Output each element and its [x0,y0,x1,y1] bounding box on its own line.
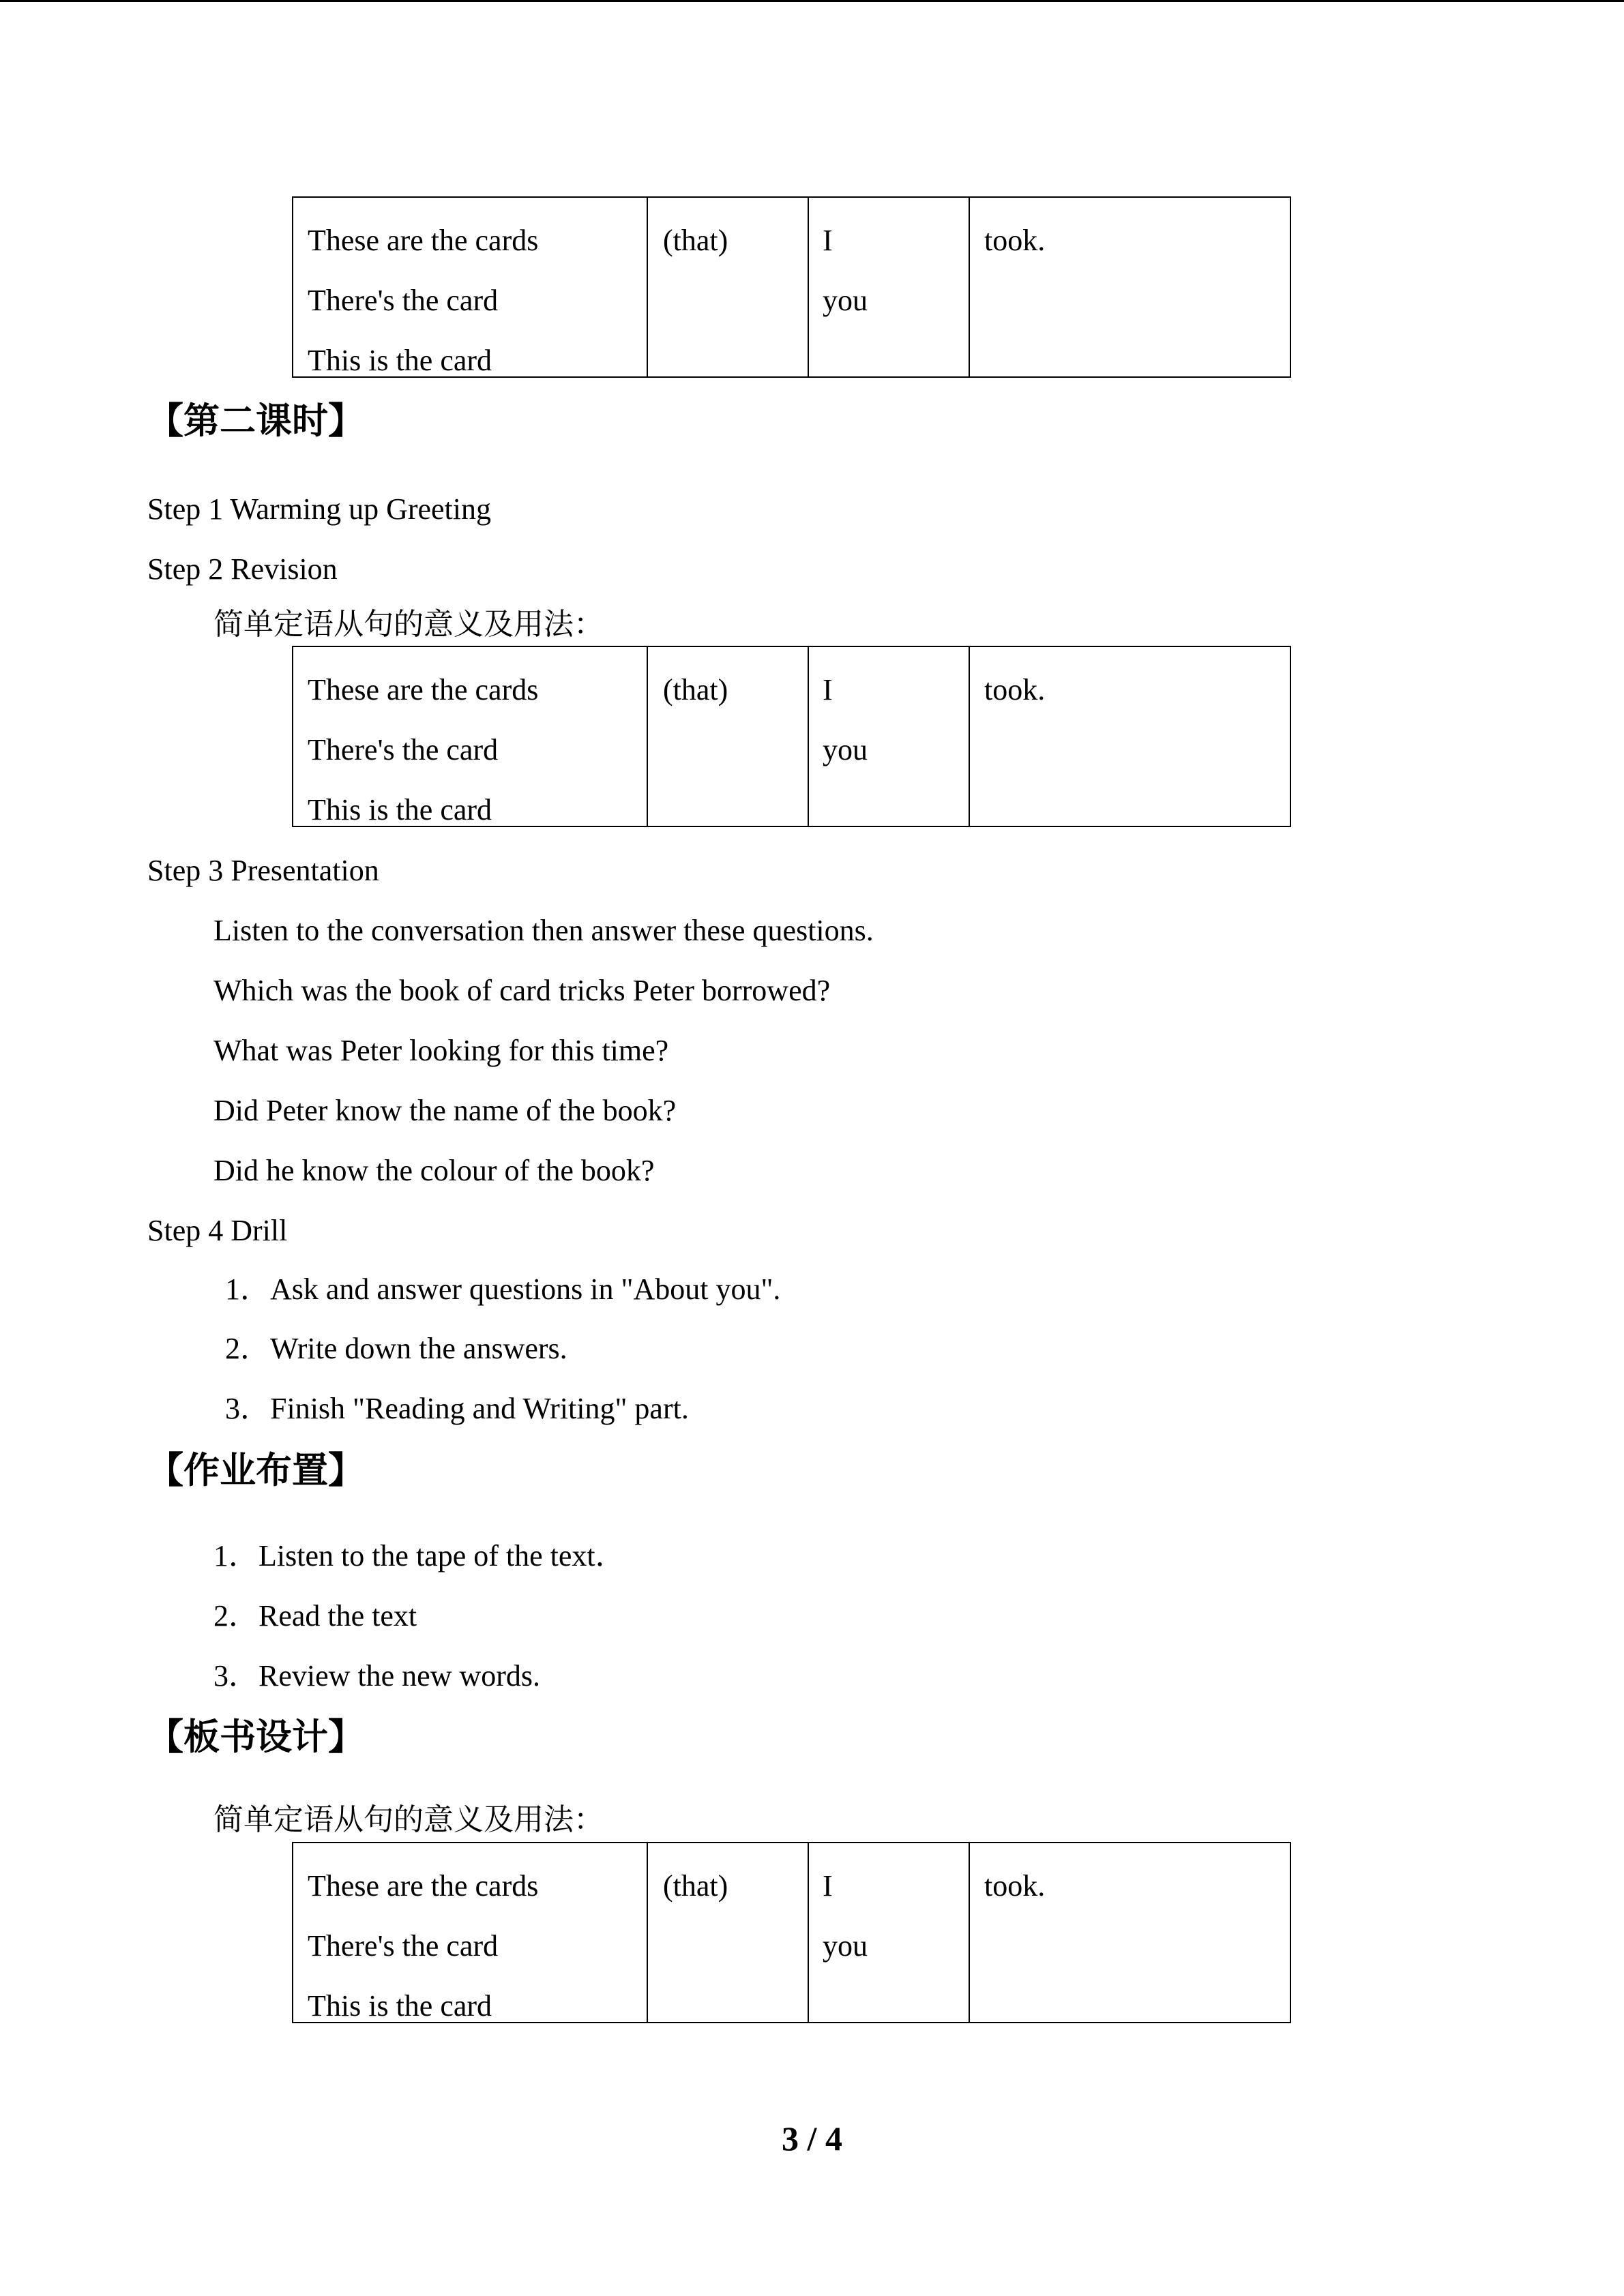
homework-item: 3．Review the new words. [213,1659,541,1693]
board-note: 简单定语从句的意义及用法： [213,1802,604,1837]
clause-table-1 [292,196,1291,378]
verb-cell [969,646,1290,826]
question-item: Did he know the colour of the book? [213,1154,655,1187]
homework-item: 1．Listen to the tape of the text． [213,1539,625,1572]
clause-table-3 [292,1842,1291,2023]
drill-item: 1．Ask and answer questions in "About you". [225,1272,781,1306]
step-1: Step 1 Warming up Greeting [147,492,492,526]
antecedent-line: There's the card [308,1929,499,1963]
homework-item: 2．Read the text [213,1599,417,1632]
step-3: Step 3 Presentation [147,854,379,887]
subject-line: I [823,1869,833,1903]
relative-pronoun: (that) [663,1869,728,1903]
verb: took. [984,673,1046,706]
question-item: Did Peter know the name of the book? [213,1094,677,1127]
verb-cell [969,1843,1290,2023]
subject-line: I [823,673,833,706]
antecedent-line: This is the card [308,1989,492,2023]
page-number: 3 / 4 [782,2119,842,2158]
antecedent-line: These are the cards [308,673,539,706]
section-heading-board: 【板书设计】 [147,1716,364,1758]
antecedent-line: This is the card [308,344,492,377]
antecedent-cell [293,646,647,826]
subject-line: you [823,284,868,317]
section-heading-homework: 【作业布置】 [147,1450,364,1491]
question-item: What was Peter looking for this time? [213,1034,669,1067]
relative-pronoun-cell [647,646,808,826]
antecedent-line: These are the cards [308,224,539,257]
drill-item: 2．Write down the answers. [225,1332,567,1365]
antecedent-cell [293,197,647,377]
antecedent-line: There's the card [308,284,499,317]
verb-cell [969,197,1290,377]
top-border [0,0,1624,2]
question-item: Listen to the conversation then answer these questions. [213,914,874,947]
antecedent-cell [293,1843,647,2023]
revision-note: 简单定语从句的意义及用法： [213,607,604,642]
drill-item: 3．Finish "Reading and Writing" part. [225,1392,689,1425]
section-heading-lesson2: 【第二课时】 [147,400,364,442]
subject-line: you [823,1929,868,1963]
relative-pronoun: (that) [663,673,728,706]
verb: took. [984,1869,1046,1903]
subject-cell [808,646,969,826]
relative-pronoun: (that) [663,224,728,257]
verb: took. [984,224,1046,257]
relative-pronoun-cell [647,1843,808,2023]
subject-cell [808,1843,969,2023]
step-2: Step 2 Revision [147,552,338,586]
antecedent-line: This is the card [308,793,492,826]
antecedent-line: These are the cards [308,1869,539,1903]
subject-line: I [823,224,833,257]
clause-table-2 [292,646,1291,827]
antecedent-line: There's the card [308,733,499,766]
subject-line: you [823,733,868,766]
step-4: Step 4 Drill [147,1214,288,1247]
question-item: Which was the book of card tricks Peter borrowed? [213,974,831,1007]
subject-cell [808,197,969,377]
relative-pronoun-cell [647,197,808,377]
